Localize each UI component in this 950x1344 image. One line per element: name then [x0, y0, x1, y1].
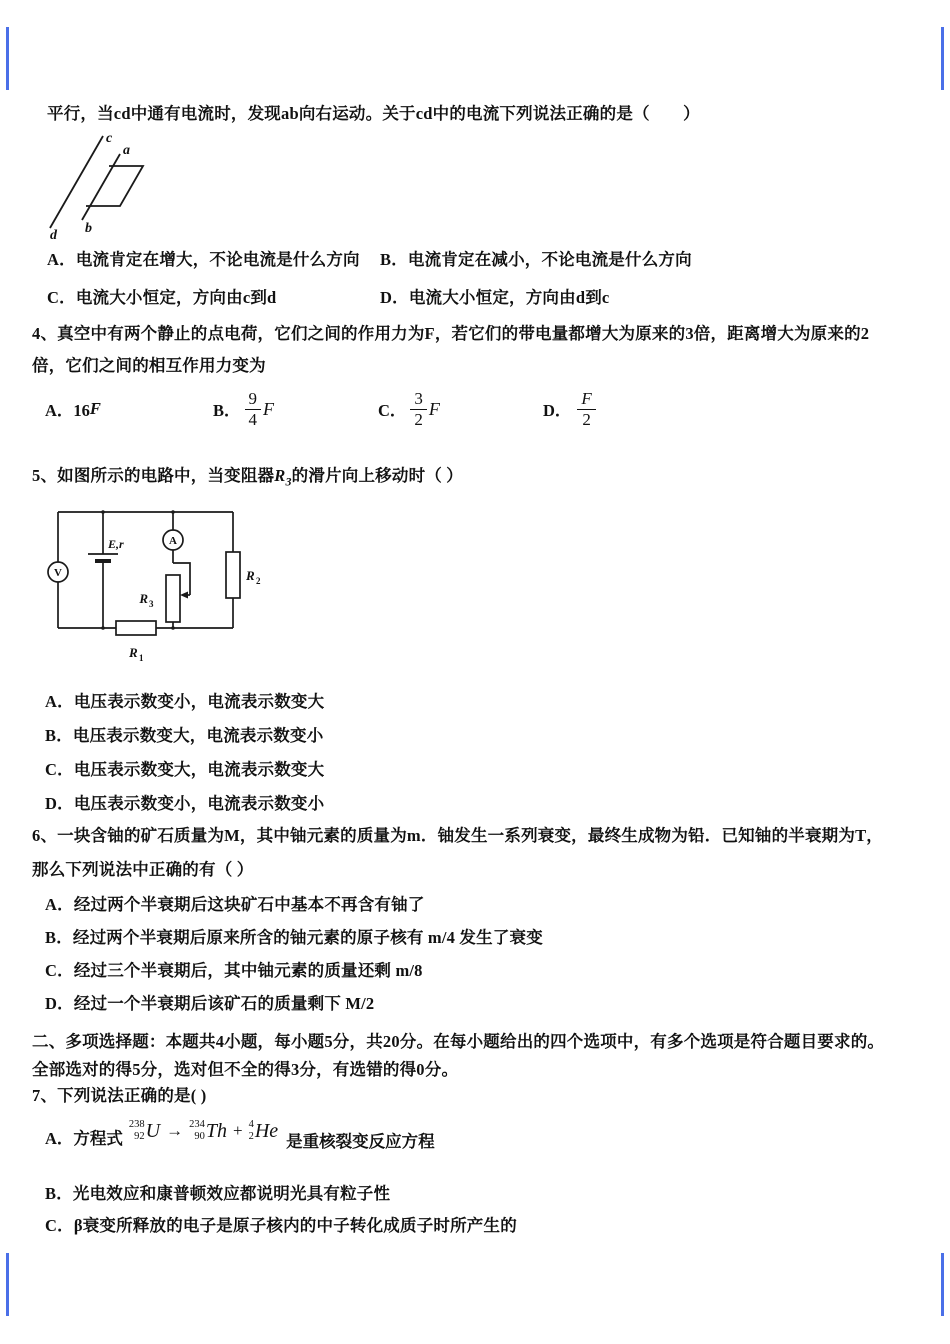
q3-figure-rails-diagram	[40, 128, 180, 240]
q5-title-pre: 5、如图所示的电路中，当变阻器	[32, 466, 275, 485]
q4-option-b-var: F	[263, 398, 275, 419]
q5-title-post: 的滑片向上移动时（ ）	[291, 466, 463, 485]
corner-mark-bottom-left	[6, 1253, 9, 1316]
q7-option-a-prefix: A．方程式	[45, 1129, 123, 1148]
q5-circuit-diagram	[38, 500, 273, 672]
corner-mark-top-left	[6, 27, 9, 90]
q6-option-d: D．经过一个半衰期后该矿石的质量剩下 M/2	[45, 994, 375, 1013]
q3-option-c: C．电流大小恒定，方向由c到d	[47, 288, 277, 307]
q4-option-b-label: B．	[213, 401, 241, 420]
q4-option-c-fraction	[410, 390, 427, 429]
fraction-denominator: 4	[248, 409, 258, 429]
q4-option-c	[378, 384, 440, 434]
voltmeter-label: V	[54, 567, 62, 579]
corner-mark-bottom-right	[941, 1253, 944, 1316]
q6-text-line1: 6、一块含铀的矿石质量为M，其中铀元素的质量为m．铀发生一系列衰变，最终生成物为铅．已知铀的半衰期为T，	[32, 826, 883, 845]
q4-option-b-fraction	[245, 390, 262, 429]
q5-title-sub: 3	[285, 474, 292, 489]
q6-option-c: C．经过三个半衰期后，其中铀元素的质量还剩 m/8	[45, 961, 423, 980]
q5-option-a: A．电压表示数变小，电流表示数变大	[45, 692, 325, 711]
atomic-number: 2	[248, 1131, 254, 1142]
element-symbol: He	[254, 1119, 279, 1142]
q4-option-d-fraction	[577, 390, 595, 429]
atomic-number: 90	[194, 1131, 205, 1142]
fraction-numerator: 9	[245, 390, 262, 410]
fraction-numerator: 3	[410, 390, 427, 410]
r3-label-sub: 3	[149, 599, 154, 609]
q3-option-b: B．电流肯定在减小，不论电流是什么方向	[380, 250, 692, 269]
q5-option-d: D．电压表示数变小，电流表示数变小	[45, 794, 325, 813]
label-c: c	[106, 131, 113, 146]
q7-title: 7、下列说法正确的是( )	[32, 1086, 207, 1105]
fraction-numerator: F	[577, 390, 595, 410]
r1-label-sub: 1	[139, 653, 144, 663]
q7-option-b: B．光电效应和康普顿效应都说明光具有粒子性	[45, 1184, 391, 1203]
q7-option-a	[45, 1108, 435, 1154]
q3-option-d: D．电流大小恒定，方向由d到c	[380, 288, 610, 307]
mass-number: 238	[128, 1118, 145, 1130]
section2-header-line1: 二、多项选择题：本题共4小题，每小题5分，共20分。在每小题给出的四个选项中，有多个选项是符合题目要求的。	[32, 1032, 885, 1051]
resistor-r1-body	[116, 621, 156, 635]
q4-option-a	[45, 384, 101, 434]
q4-text-line1: 4、真空中有两个静止的点电荷，它们之间的作用力为F，若它们的带电量都增大为原来的3倍，距离增大为原来的2	[32, 324, 870, 343]
r3-label-symbol: R	[139, 591, 148, 606]
junction-dot	[101, 626, 105, 630]
q6-option-a: A．经过两个半衰期后这块矿石中基本不再含有铀了	[45, 895, 425, 914]
resistor-r2-body	[226, 552, 240, 598]
q3-intro-text: 平行，当cd中通有电流时，发现ab向右运动。关于cd中的电流下列说法正确的是（ ）	[47, 104, 700, 123]
label-d: d	[50, 228, 57, 240]
q7-option-c: C．β衰变所释放的电子是原子核内的中子转化成质子时所产生的	[45, 1216, 517, 1235]
mass-number: 4	[248, 1118, 254, 1130]
q5-title-var: R	[274, 466, 286, 485]
q5-option-c: C．电压表示数变大，电流表示数变大	[45, 760, 325, 779]
element-symbol: U	[145, 1119, 161, 1142]
rheostat-arrow-head	[180, 592, 188, 599]
q4-option-a-var: F	[89, 399, 101, 418]
nuclide-helium	[249, 1119, 279, 1143]
label-a: a	[123, 143, 130, 158]
fraction-denominator: 2	[414, 409, 423, 429]
resistor-r3-body	[166, 575, 180, 622]
atomic-number: 92	[134, 1131, 145, 1142]
element-symbol: Th	[205, 1119, 227, 1142]
q4-option-a-label: A．16	[45, 401, 90, 420]
junction-dot	[101, 510, 105, 514]
fraction-denominator: 2	[582, 409, 591, 429]
q6-option-b: B．经过两个半衰期后原来所含的铀元素的原子核有 m/4 发生了衰变	[45, 928, 543, 947]
nuclide-uranium	[129, 1119, 160, 1143]
q6-text-line2: 那么下列说法中正确的有（ ）	[32, 860, 254, 879]
junction-dot	[171, 510, 175, 514]
q5-option-b: B．电压表示数变大，电流表示数变小	[45, 726, 324, 745]
plus-sign: +	[233, 1121, 243, 1140]
q4-option-c-var: F	[428, 398, 440, 419]
r2-label-sub: 2	[256, 576, 261, 586]
q4-option-c-label: C．	[378, 401, 407, 420]
r1-label-symbol: R	[129, 645, 138, 660]
mass-number: 234	[189, 1118, 205, 1130]
q4-option-b	[213, 384, 274, 434]
q7-option-a-suffix: 是重核裂变反应方程	[286, 1132, 435, 1151]
rail-cd-line	[50, 136, 103, 228]
corner-mark-top-right	[941, 27, 944, 90]
label-b: b	[85, 221, 92, 236]
q4-text-line2: 倍，它们之间的相互作用力变为	[32, 356, 266, 375]
section2-header-line2: 全部选对的得5分，选对但不全的得3分，有选错的得0分。	[32, 1060, 459, 1079]
reaction-arrow: →	[166, 1121, 184, 1140]
junction-dot	[171, 626, 175, 630]
q4-option-d	[543, 384, 596, 434]
ammeter-label: A	[169, 535, 177, 547]
r2-label-symbol: R	[246, 568, 255, 583]
q4-option-d-label: D．	[543, 401, 572, 420]
nuclide-thorium	[189, 1119, 227, 1143]
q3-option-a: A．电流肯定在增大，不论电流是什么方向	[47, 250, 360, 269]
battery-label: E,r	[108, 537, 124, 551]
q5-title	[32, 462, 463, 489]
